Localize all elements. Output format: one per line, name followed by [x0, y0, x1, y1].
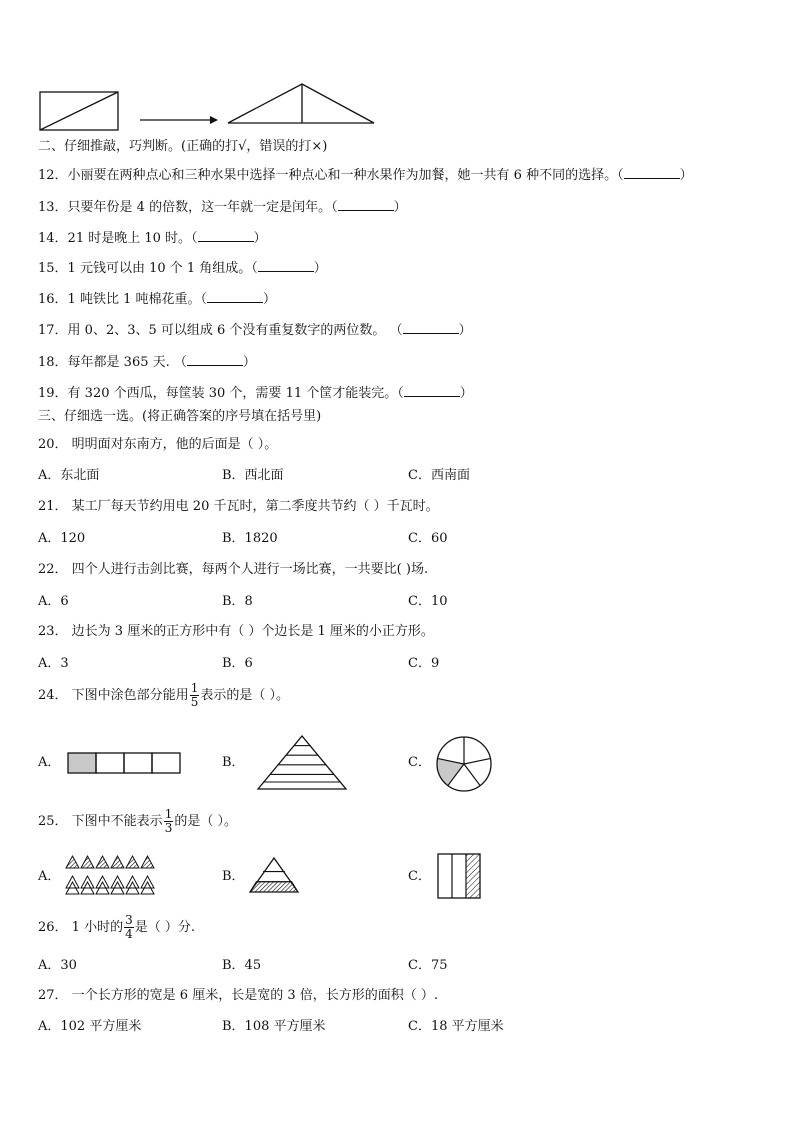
option-b: B．	[222, 755, 245, 770]
option-c: C．9	[408, 656, 440, 671]
closing-paren: ）	[242, 355, 256, 370]
option-c: C．	[408, 869, 431, 884]
question-stem: 25． 下图中不能表示 $\frac{1}{3}$ 的是（ ）。	[38, 807, 237, 835]
question-number: 15．	[38, 261, 68, 276]
judgement-question	[38, 290, 276, 309]
option-a: A．东北面	[38, 468, 100, 483]
question-stem: 24． 下图中涂色部分能用 $\frac{1}{5}$ 表示的是（ ）。	[38, 681, 289, 709]
option-c: C．	[408, 755, 431, 770]
shaded-bar-figure	[66, 751, 184, 775]
option-b: B．6	[222, 656, 253, 671]
question-number: 16．	[38, 292, 68, 307]
closing-paren: ）	[253, 231, 267, 246]
answer-blank[interactable]	[404, 384, 460, 397]
answer-blank[interactable]	[258, 259, 314, 272]
judgement-question	[38, 166, 693, 185]
question-stem: 27． 一个长方形的宽是 6 厘米，长是宽的 3 倍，长方形的面积（ ）.	[38, 988, 439, 1003]
option-c: C．60	[408, 531, 448, 546]
closing-paren: ）	[263, 292, 277, 307]
question-text: 1 元钱可以由 10 个 1 角组成。（	[67, 261, 258, 276]
question-number: 14．	[38, 231, 68, 246]
option-c: C．75	[408, 958, 448, 973]
option-a: A．	[38, 869, 61, 884]
triangle-grid-figure	[64, 852, 158, 900]
option-a: A．30	[38, 958, 77, 973]
closing-paren: ）	[679, 168, 693, 183]
option-b: B．45	[222, 958, 262, 973]
option-a: A．3	[38, 656, 69, 671]
closing-paren: ）	[458, 323, 472, 338]
answer-blank[interactable]	[403, 321, 459, 334]
question-stem: 22． 四个人进行击剑比赛，每两个人进行一场比赛，一共要比( )场.	[38, 562, 429, 577]
answer-blank[interactable]	[624, 166, 680, 179]
question-stem: 23． 边长为 3 厘米的正方形中有（ ）个边长是 1 厘米的小正方形。	[38, 624, 434, 639]
question-text: 1 吨铁比 1 吨棉花重。（	[67, 292, 207, 307]
question-text: 用 0、2、3、5 可以组成 6 个没有重复数字的两位数。 （	[67, 323, 403, 338]
option-a: A．102 平方厘米	[38, 1019, 142, 1034]
judgement-question	[38, 321, 472, 340]
closing-paren: ）	[459, 386, 473, 401]
small-triangle	[141, 856, 154, 868]
option-b: B．1820	[222, 531, 278, 546]
shaded-triangle-figure	[248, 856, 300, 896]
question-number: 18．	[38, 355, 68, 370]
question-text: 21 时是晚上 10 时。（	[67, 231, 198, 246]
option-c: C．10	[408, 594, 448, 609]
closing-paren: ）	[393, 200, 407, 215]
closing-paren: ）	[313, 261, 327, 276]
question-text: 每年都是 365 天. （	[67, 355, 187, 370]
rectangle-diagonal-figure	[38, 90, 122, 134]
question-stem: 20． 明明面对东南方，他的后面是（ ）。	[38, 437, 278, 452]
striped-rectangle-figure	[436, 852, 484, 900]
question-number: 17．	[38, 323, 68, 338]
question-text: 小丽要在两种点心和三种水果中选择一种点心和一种水果作为加餐，她一共有 6 种不同的选择。（	[67, 168, 624, 183]
option-b: B．西北面	[222, 468, 284, 483]
section-heading: 二、仔细推敲，巧判断。(正确的打√，错误的打×)	[38, 139, 328, 154]
question-text: 有 320 个西瓜，每筐装 30 个，需要 11 个筐才能装完。（	[67, 386, 404, 401]
fraction: $\frac{1}{3}$	[164, 807, 173, 835]
small-triangle	[111, 856, 124, 868]
option-a: A．120	[38, 531, 86, 546]
question-number: 13．	[38, 200, 68, 215]
small-triangle	[96, 856, 109, 868]
fraction: $\frac{1}{5}$	[190, 681, 199, 709]
judgement-question	[38, 353, 256, 372]
judgement-question	[38, 229, 267, 248]
pie-circle-figure	[434, 734, 494, 794]
fraction: $\frac{3}{4}$	[125, 913, 133, 941]
answer-blank[interactable]	[338, 198, 394, 211]
option-a: A．6	[38, 594, 69, 609]
answer-blank[interactable]	[187, 353, 243, 366]
small-triangle	[66, 856, 79, 868]
option-c: C．18 平方厘米	[408, 1019, 504, 1034]
question-number: 12．	[38, 168, 68, 183]
triangle-figure	[226, 82, 378, 126]
arrow-icon	[138, 113, 220, 127]
question-text: 只要年份是 4 的倍数，这一年就一定是闰年。（	[67, 200, 338, 215]
question-number: 19．	[38, 386, 68, 401]
judgement-question	[38, 384, 473, 403]
answer-blank[interactable]	[198, 229, 254, 242]
judgement-question	[38, 259, 327, 278]
answer-blank[interactable]	[207, 290, 263, 303]
striped-triangle-figure	[256, 734, 348, 792]
option-b: B．108 平方厘米	[222, 1019, 326, 1034]
judgement-question	[38, 198, 407, 217]
question-stem: 21． 某工厂每天节约用电 20 千瓦时，第二季度共节约（ ）千瓦时。	[38, 499, 439, 514]
option-b: B．	[222, 869, 245, 884]
option-c: C．西南面	[408, 468, 470, 483]
section-heading: 三、仔细选一选。(将正确答案的序号填在括号里)	[38, 409, 322, 424]
small-triangle	[81, 856, 94, 868]
small-triangle	[126, 856, 139, 868]
option-a: A．	[38, 755, 61, 770]
question-stem: 26． 1 小时的 $\frac{3}{4}$ 是（ ）分.	[38, 913, 195, 941]
option-b: B．8	[222, 594, 253, 609]
